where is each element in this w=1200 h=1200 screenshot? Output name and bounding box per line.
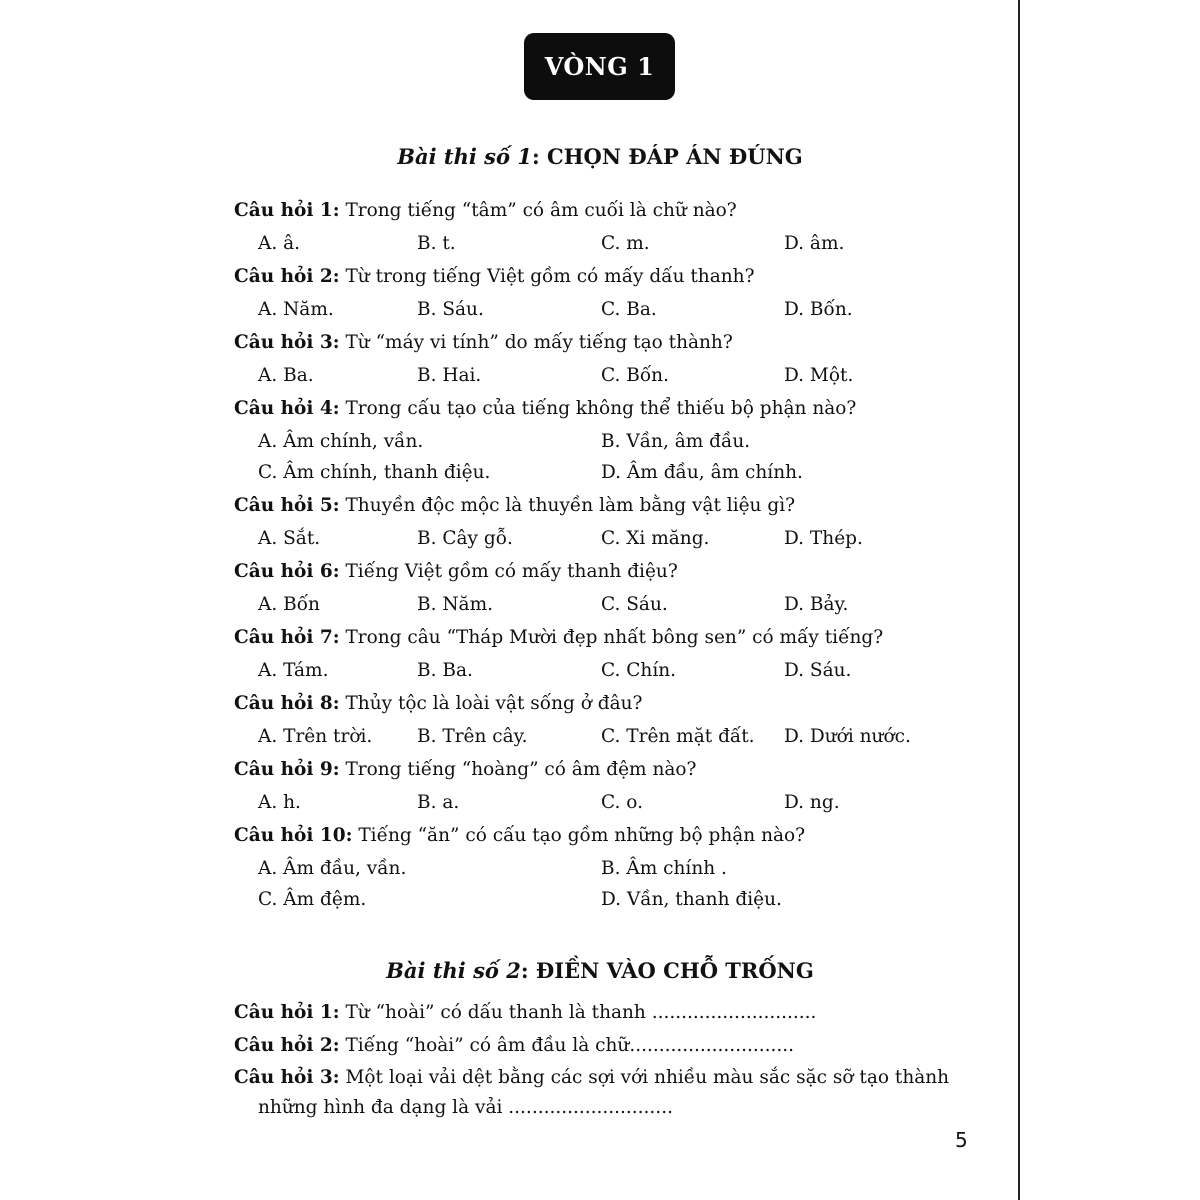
- question-label: Câu hỏi 9:: [234, 759, 340, 780]
- page-edge-rule: [1018, 0, 1020, 1200]
- question-2: [234, 260, 994, 326]
- option-c: C. m.: [601, 233, 650, 254]
- option-a: A. Sắt.: [258, 528, 321, 549]
- question-text: Thuyền độc mộc là thuyền làm bằng vật liệu gì?: [339, 495, 796, 516]
- question-text: Tiếng “hoài” có âm đầu là chữ............................: [339, 1035, 794, 1056]
- option-d: D. Sáu.: [784, 660, 852, 681]
- question-6: [234, 555, 994, 621]
- question-label: Câu hỏi 3:: [234, 332, 340, 353]
- question-label: Câu hỏi 1:: [234, 1002, 340, 1023]
- option-c: C. Trên mặt đất.: [601, 726, 755, 747]
- option-b: B. Trên cây.: [417, 726, 528, 747]
- multiple-choice-list: [234, 194, 994, 916]
- question-label: Câu hỏi 7:: [234, 627, 340, 648]
- fill-in-list: [234, 996, 994, 1122]
- round-badge: VÒNG 1: [524, 33, 675, 100]
- question-3: [234, 326, 994, 392]
- question-9: [234, 753, 994, 819]
- option-b: B. Vần, âm đầu.: [601, 431, 751, 452]
- option-b: B. Sáu.: [417, 299, 484, 320]
- question-1: [234, 194, 994, 260]
- question-8: [234, 687, 994, 753]
- question-text: Trong tiếng “hoàng” có âm đệm nào?: [339, 759, 697, 780]
- question-label: Câu hỏi 1:: [234, 200, 340, 221]
- question-text: Trong cấu tạo của tiếng không thể thiếu bộ phận nào?: [339, 398, 857, 419]
- section-2-prefix: Bài thi số 2: [386, 958, 521, 983]
- option-d: D. Bảy.: [784, 594, 849, 615]
- fill-question-3: [234, 1062, 994, 1122]
- option-c: C. Ba.: [601, 299, 657, 320]
- question-label: Câu hỏi 8:: [234, 693, 340, 714]
- fill-question-2: [234, 1029, 994, 1062]
- option-b: B. Âm chính .: [601, 858, 727, 879]
- question-text: Từ “hoài” có dấu thanh là thanh ............................: [339, 1002, 817, 1023]
- option-d: D. Thép.: [784, 528, 863, 549]
- question-5: [234, 489, 994, 555]
- question-text: Từ “máy vi tính” do mấy tiếng tạo thành?: [339, 332, 733, 353]
- question-text: Thủy tộc là loài vật sống ở đâu?: [339, 693, 643, 714]
- option-a: A. h.: [258, 792, 301, 813]
- option-d: D. Âm đầu, âm chính.: [601, 462, 803, 483]
- option-d: D. Dưới nước.: [784, 726, 911, 747]
- option-d: D. ng.: [784, 792, 840, 813]
- option-a: A. Tám.: [258, 660, 329, 681]
- question-label: Câu hỏi 10:: [234, 825, 353, 846]
- option-b: B. a.: [417, 792, 460, 813]
- section-1-heading: : CHỌN ĐÁP ÁN ĐÚNG: [531, 144, 803, 169]
- section-1-prefix: Bài thi số 1: [397, 144, 532, 169]
- option-c: C. Âm chính, thanh điệu.: [258, 462, 491, 483]
- question-text: Một loại vải dệt bằng các sợi với nhiều màu sắc sặc sỡ tạo thành: [339, 1067, 950, 1088]
- option-d: D. Vần, thanh điệu.: [601, 889, 782, 910]
- option-a: A. Ba.: [258, 365, 314, 386]
- question-text: Trong câu “Tháp Mười đẹp nhất bông sen” có mấy tiếng?: [339, 627, 884, 648]
- question-label: Câu hỏi 2:: [234, 1035, 340, 1056]
- question-text: Tiếng Việt gồm có mấy thanh điệu?: [339, 561, 678, 582]
- option-a: A. Âm chính, vần.: [258, 431, 424, 452]
- option-d: D. Một.: [784, 365, 854, 386]
- option-b: B. Ba.: [417, 660, 473, 681]
- question-4: [234, 392, 994, 489]
- option-b: B. Năm.: [417, 594, 493, 615]
- option-a: A. â.: [258, 233, 301, 254]
- question-text-continued: những hình đa dạng là vải ............................: [258, 1097, 673, 1118]
- question-label: Câu hỏi 6:: [234, 561, 340, 582]
- option-d: D. Bốn.: [784, 299, 853, 320]
- option-c: C. Xi măng.: [601, 528, 710, 549]
- option-c: C. Bốn.: [601, 365, 669, 386]
- question-label: Câu hỏi 5:: [234, 495, 340, 516]
- question-label: Câu hỏi 3:: [234, 1067, 340, 1088]
- section-1-title: [0, 144, 1200, 169]
- question-label: Câu hỏi 4:: [234, 398, 340, 419]
- option-b: B. Hai.: [417, 365, 482, 386]
- question-label: Câu hỏi 2:: [234, 266, 340, 287]
- question-text: Tiếng “ăn” có cấu tạo gồm những bộ phận nào?: [352, 825, 806, 846]
- page-number: 5: [955, 1128, 968, 1152]
- option-a: A. Âm đầu, vần.: [258, 858, 407, 879]
- question-text: Từ trong tiếng Việt gồm có mấy dấu thanh?: [339, 266, 755, 287]
- option-d: D. âm.: [784, 233, 845, 254]
- option-a: A. Năm.: [258, 299, 334, 320]
- option-c: C. Âm đệm.: [258, 889, 367, 910]
- option-a: A. Trên trời.: [258, 726, 373, 747]
- section-2-heading: : ĐIỀN VÀO CHỖ TRỐNG: [520, 958, 814, 983]
- fill-question-1: [234, 996, 994, 1029]
- question-10: [234, 819, 994, 916]
- question-7: [234, 621, 994, 687]
- option-b: B. Cây gỗ.: [417, 528, 513, 549]
- option-c: C. Sáu.: [601, 594, 668, 615]
- option-c: C. o.: [601, 792, 643, 813]
- option-b: B. t.: [417, 233, 456, 254]
- section-2-title: [0, 958, 1200, 983]
- question-text: Trong tiếng “tâm” có âm cuối là chữ nào?: [339, 200, 737, 221]
- option-c: C. Chín.: [601, 660, 677, 681]
- option-a: A. Bốn: [258, 594, 320, 615]
